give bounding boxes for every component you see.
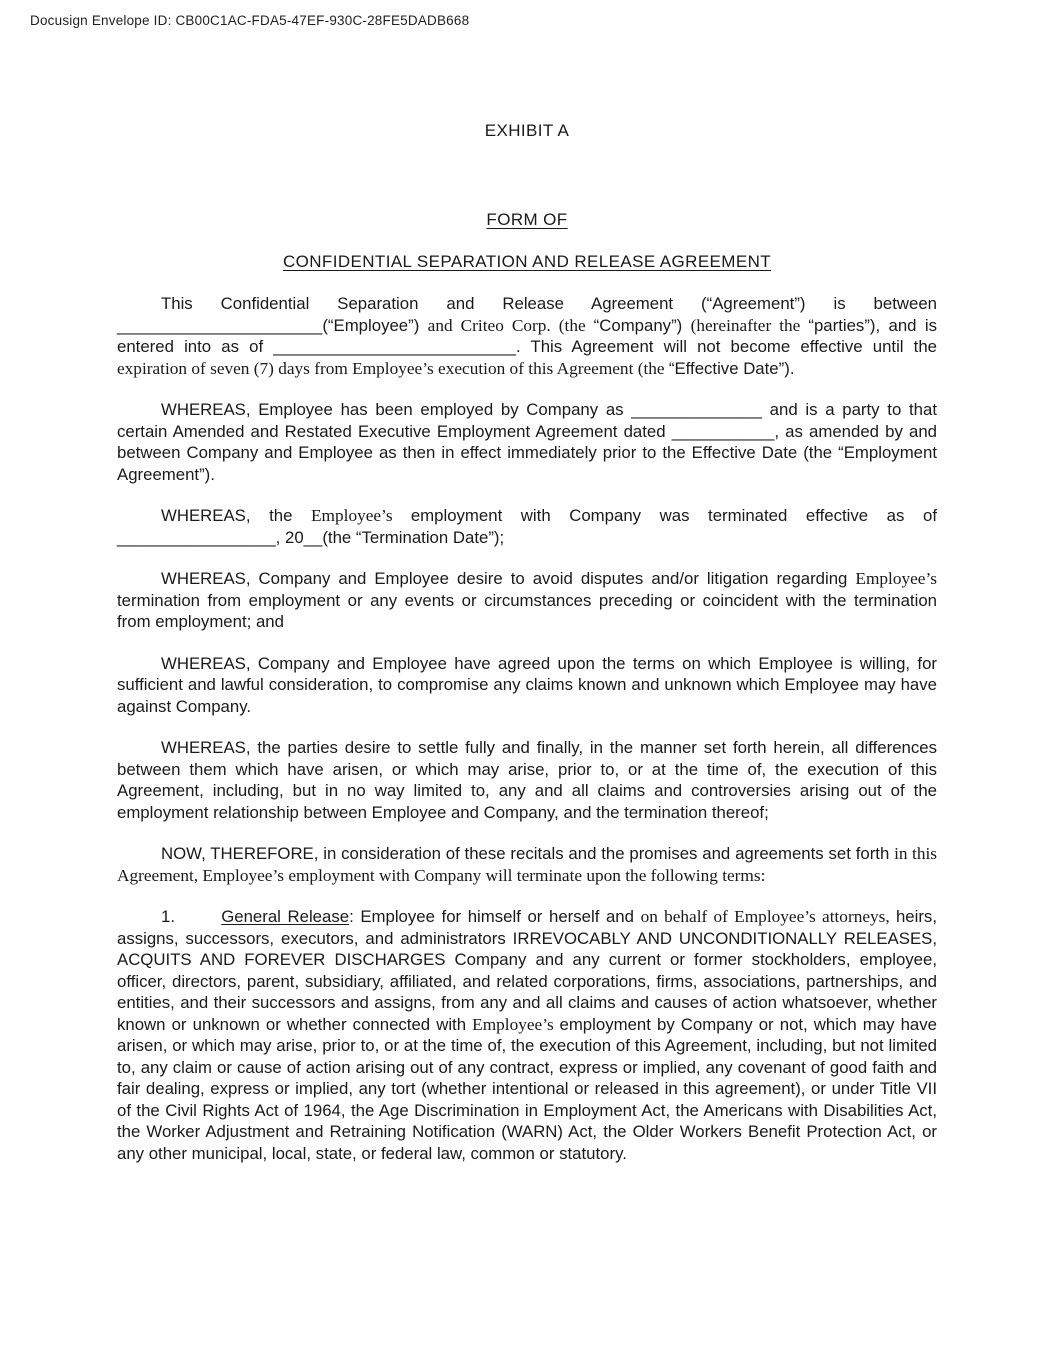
text-run: on behalf of Employee’s attorneys, [640, 907, 896, 926]
text-run: (hereinafter the [690, 315, 809, 335]
paragraph-intro [117, 293, 937, 379]
text-run: WHEREAS, Company and Employee desire to avoid disputes and/or litigation regarding [161, 569, 856, 588]
paragraph-whereas-disputes [117, 568, 937, 633]
text-run: : Employee for himself or herself and [349, 907, 641, 926]
text-run: NOW, THEREFORE, in consideration of these recitals and the promises and agreements set forth [161, 844, 895, 863]
text-run: Employee’s [472, 1014, 560, 1034]
text-run: in this Agreement, Employee’s employment with Company will terminate upon the following terms: [117, 844, 937, 885]
docusign-envelope-id: Docusign Envelope ID: CB00C1AC-FDA5-47EF-930C-28FE5DADB668 [30, 13, 470, 28]
text-run: and Criteo Corp. (the [427, 315, 594, 335]
paragraph-whereas-agreed-terms [117, 653, 937, 718]
paragraph-whereas-employment [117, 399, 937, 485]
text-run: This Confidential Separation and Release Agreement (“Agreement”) is between ______________________(“Employee”) [117, 294, 937, 335]
form-of-title: FORM OF [486, 210, 568, 229]
text-run: expiration of seven (7) days from Employee’s execution of this Agreement (the [117, 358, 669, 378]
text-run: “Company”) [593, 315, 691, 335]
text-run: heirs, assigns, successors, executors, and administrators IRREVOCABLY AND UNCONDITIONALLY RELEASES, ACQUITS AND FOREVER DISCHARGES Company and any current or former stockholders, employee, officer, directors, parent, subsidiary, affiliated, and related corporations, firms, associations, partnerships, and entities, and their successors and assigns, from any and all claims and causes of action whatsoever, whether known or unknown or whether connected with [117, 907, 937, 1034]
text-run: “parties”), and is entered into as of __________________________. This Agreement will not become effective until the [117, 315, 937, 356]
text-run: Employee’s [311, 506, 411, 525]
text-run: “Effective Date”). [668, 358, 795, 378]
text-run: employment by Company or not, which may have arisen, or which may arise, prior to, or at the time of, the execution of this Agreement, including, but not limited to, any claim or cause of action arising out of any contract, express or implied, any covenant of good faith and fair dealing, express or implied, any tort (whether intentional or released in this agreement), or under Title VII of the Civil Rights Act of 1964, the Age Discrimination in Employment Act, the Americans with Disabilities Act, the Worker Adjustment and Retraining Notification (WARN) Act, the Older Workers Benefit Protection Act, or any other municipal, local, state, or federal law, common or statutory. [117, 1014, 937, 1163]
text-run: employment with Company was terminated effective as of _________________, 20__(the “Termination Date”); [117, 506, 937, 547]
paragraph-now-therefore [117, 843, 937, 886]
text-run: Employee’s [855, 569, 937, 588]
exhibit-title: EXHIBIT A [484, 121, 570, 140]
text-run: WHEREAS, the [161, 506, 311, 525]
text-run: WHEREAS, Company and Employee have agreed upon the terms on which Employee is willing, for sufficient and lawful consideration, to compromise any claims known and unknown which Employee may have against Company. [117, 653, 937, 716]
text-run: 1. [161, 907, 222, 926]
paragraph-whereas-termination [117, 505, 937, 548]
text-run: termination from employment or any events or circumstances preceding or coincident with the termination from employment; and [117, 590, 937, 631]
paragraph-general-release [117, 906, 937, 1164]
paragraph-whereas-settle [117, 737, 937, 823]
document-content [117, 120, 937, 1164]
text-run: WHEREAS, Employee has been employed by Company as ______________ and is a party to that certain Amended and Restated Executive Employment Agreement dated ___________, as amended by and between Company and Employee as then in effect immediately prior to the Effective Date (the “Employment Agreement”). [117, 400, 937, 484]
agreement-title: CONFIDENTIAL SEPARATION AND RELEASE AGREEMENT [282, 252, 772, 271]
document-body [117, 293, 937, 1164]
text-run: General Release [221, 907, 350, 926]
text-run: WHEREAS, the parties desire to settle fully and finally, in the manner set forth herein, all differences between them which have arisen, or which may arise, prior to, or at the time of, the execution of this Agreement, including, but in no way limited to, any and all claims and controversies arising out of the employment relationship between Employee and Company, and the termination thereof; [117, 738, 937, 822]
